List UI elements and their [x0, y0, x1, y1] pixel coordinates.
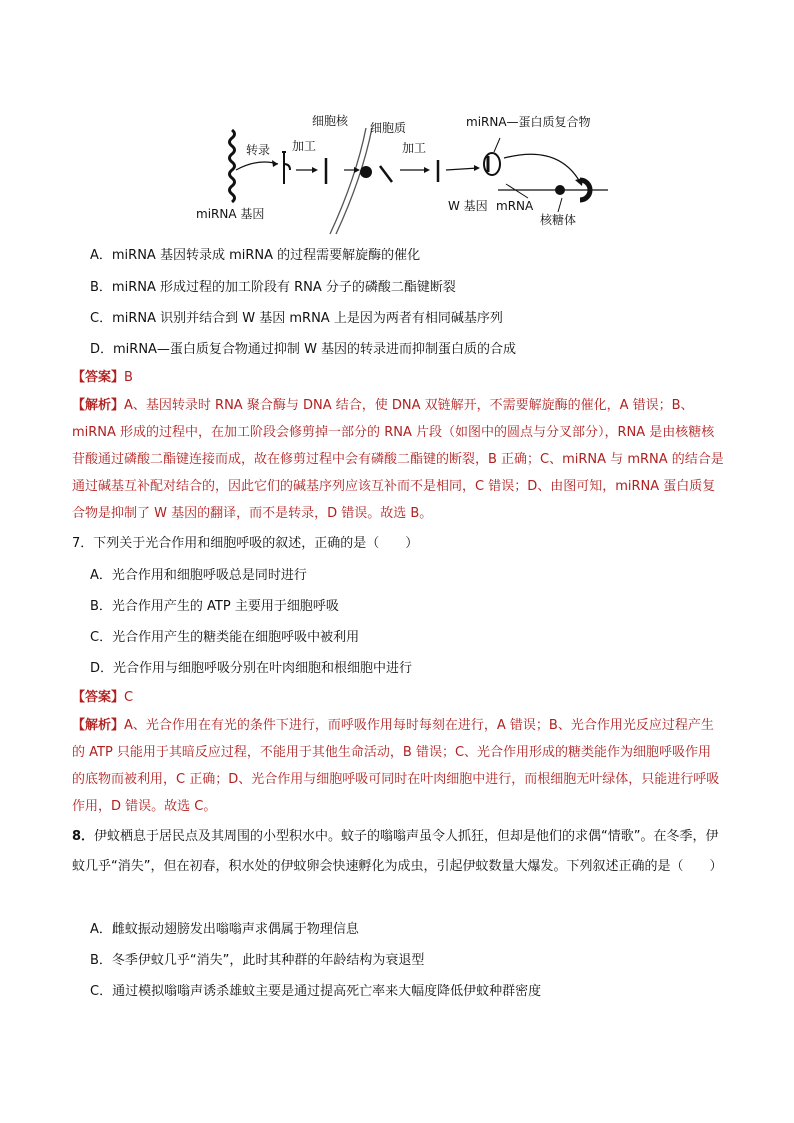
q6-analysis	[72, 392, 724, 527]
q7-stem	[72, 534, 734, 554]
label-nucleus: 细胞核	[312, 114, 349, 128]
q7-answer-value: C	[124, 690, 134, 705]
q8-stem-text: 伊蚊栖息于居民点及其周围的小型积水中。蚊子的嗡嗡声虽令人抓狂，但却是他们的求偶“情歌”。在冬季，伊蚊几乎“消失”，但在初春，积水处的伊蚊卵会快速孵化为成虫，引起伊蚊数量大爆发。下列叙述正确的是（ ）	[72, 829, 723, 874]
ribosome-small-shape	[555, 185, 565, 195]
q8-option-a: A．雌蚊振动翅膀发出嗡嗡声求偶属于物理信息	[90, 922, 359, 937]
mirna-diagram	[188, 108, 618, 236]
q8-number: 8．	[72, 829, 95, 844]
label-w-gene: W 基因	[448, 199, 488, 213]
q6-option-b: B．miRNA 形成过程的加工阶段有 RNA 分子的磷酸二酯键断裂	[90, 280, 456, 295]
q7-option-b: B．光合作用产生的 ATP 主要用于细胞呼吸	[90, 599, 339, 614]
q6-option-d: D．miRNA—蛋白质复合物通过抑制 W 基因的转录进而抑制蛋白质的合成	[90, 342, 517, 357]
q6-answer	[72, 368, 734, 388]
arrow-transcription	[236, 162, 278, 170]
label-processing-1: 加工	[292, 139, 317, 153]
mirna-diagram-svg	[188, 108, 618, 236]
label-ribosome: 核糖体	[540, 213, 577, 227]
label-processing-2: 加工	[402, 141, 427, 155]
q7-number: 7．	[72, 536, 94, 551]
q7-option-a: A．光合作用和细胞呼吸总是同时进行	[90, 568, 307, 583]
q7-stem-text: 下列关于光合作用和细胞呼吸的叙述，正确的是（ ）	[93, 536, 419, 551]
q6-analysis-tag: 【解析】	[72, 398, 125, 413]
q7-analysis	[72, 712, 724, 820]
label-transcription: 转录	[246, 143, 271, 157]
label-cytoplasm: 细胞质	[370, 121, 407, 135]
pri-mirna-shape	[282, 152, 290, 184]
q7-analysis-tag: 【解析】	[72, 718, 125, 733]
arrow-to-mrna	[504, 154, 580, 182]
label-mrna: mRNA	[496, 199, 534, 213]
q6-option-a: A．miRNA 基因转录成 miRNA 的过程需要解旋酶的催化	[90, 248, 421, 263]
label-mirna-gene: miRNA 基因	[196, 207, 265, 221]
label-complex: miRNA—蛋白质复合物	[466, 115, 591, 129]
q7-option-c: C．光合作用产生的糖类能在细胞呼吸中被利用	[90, 630, 360, 645]
mirna-gene-shape	[230, 130, 235, 202]
nuclear-pore-shape	[360, 166, 372, 178]
q6-answer-tag: 【答案】	[72, 370, 125, 385]
complex-shape	[484, 153, 500, 175]
q7-answer-tag: 【答案】	[72, 690, 125, 705]
q8-option-b: B．冬季伊蚊几乎“消失”，此时其种群的年龄结构为衰退型	[90, 953, 425, 968]
q7-option-d: D．光合作用与细胞呼吸分别在叶肉细胞和根细胞中进行	[90, 661, 413, 676]
q8-option-c: C．通过模拟嗡嗡声诱杀雄蚊主要是通过提高死亡率来大幅度降低伊蚊种群密度	[90, 984, 542, 999]
q7-answer	[72, 688, 734, 708]
q6-analysis-text: A、基因转录时 RNA 聚合酶与 DNA 结合，使 DNA 双链解开，不需要解旋酶的催化，A 错误；B、miRNA 形成的过程中，在加工阶段会修剪掉一部分的 RNA 片段（如图中的圆点与分叉部分），RNA 是由核糖核苷酸通过磷酸二酯键连接而成，故在修剪过程中会有磷酸二酯键的断裂，B 正确；C、miRNA 与 mRNA 的结合是通过碱基互补配对结合的，因此它们的碱基序列应该互补而不是相同，C 错误；D、由图可知，miRNA 蛋白质复合物是抑制了 W 基因的翻译，而不是转录，D 错误。故选 B。	[72, 398, 724, 521]
q6-answer-value: B	[124, 370, 133, 385]
nuclear-membrane	[330, 128, 372, 234]
q7-analysis-text: A、光合作用在有光的条件下进行，而呼吸作用每时每刻在进行，A 错误；B、光合作用光反应过程产生的 ATP 只能用于其暗反应过程，不能用于其他生命活动，B 错误；C、光合作用形成的糖类能作为细胞呼吸作用的底物而被利用，C 正确；D、光合作用与细胞呼吸可同时在叶肉细胞中进行，而根细胞无叶绿体，只能进行呼吸作用，D 错误。故选 C。	[72, 718, 720, 814]
q8-stem	[72, 822, 724, 882]
exported-mirna-shape	[380, 166, 392, 182]
q6-option-c: C．miRNA 识别并结合到 W 基因 mRNA 上是因为两者有相同碱基序列	[90, 311, 503, 326]
